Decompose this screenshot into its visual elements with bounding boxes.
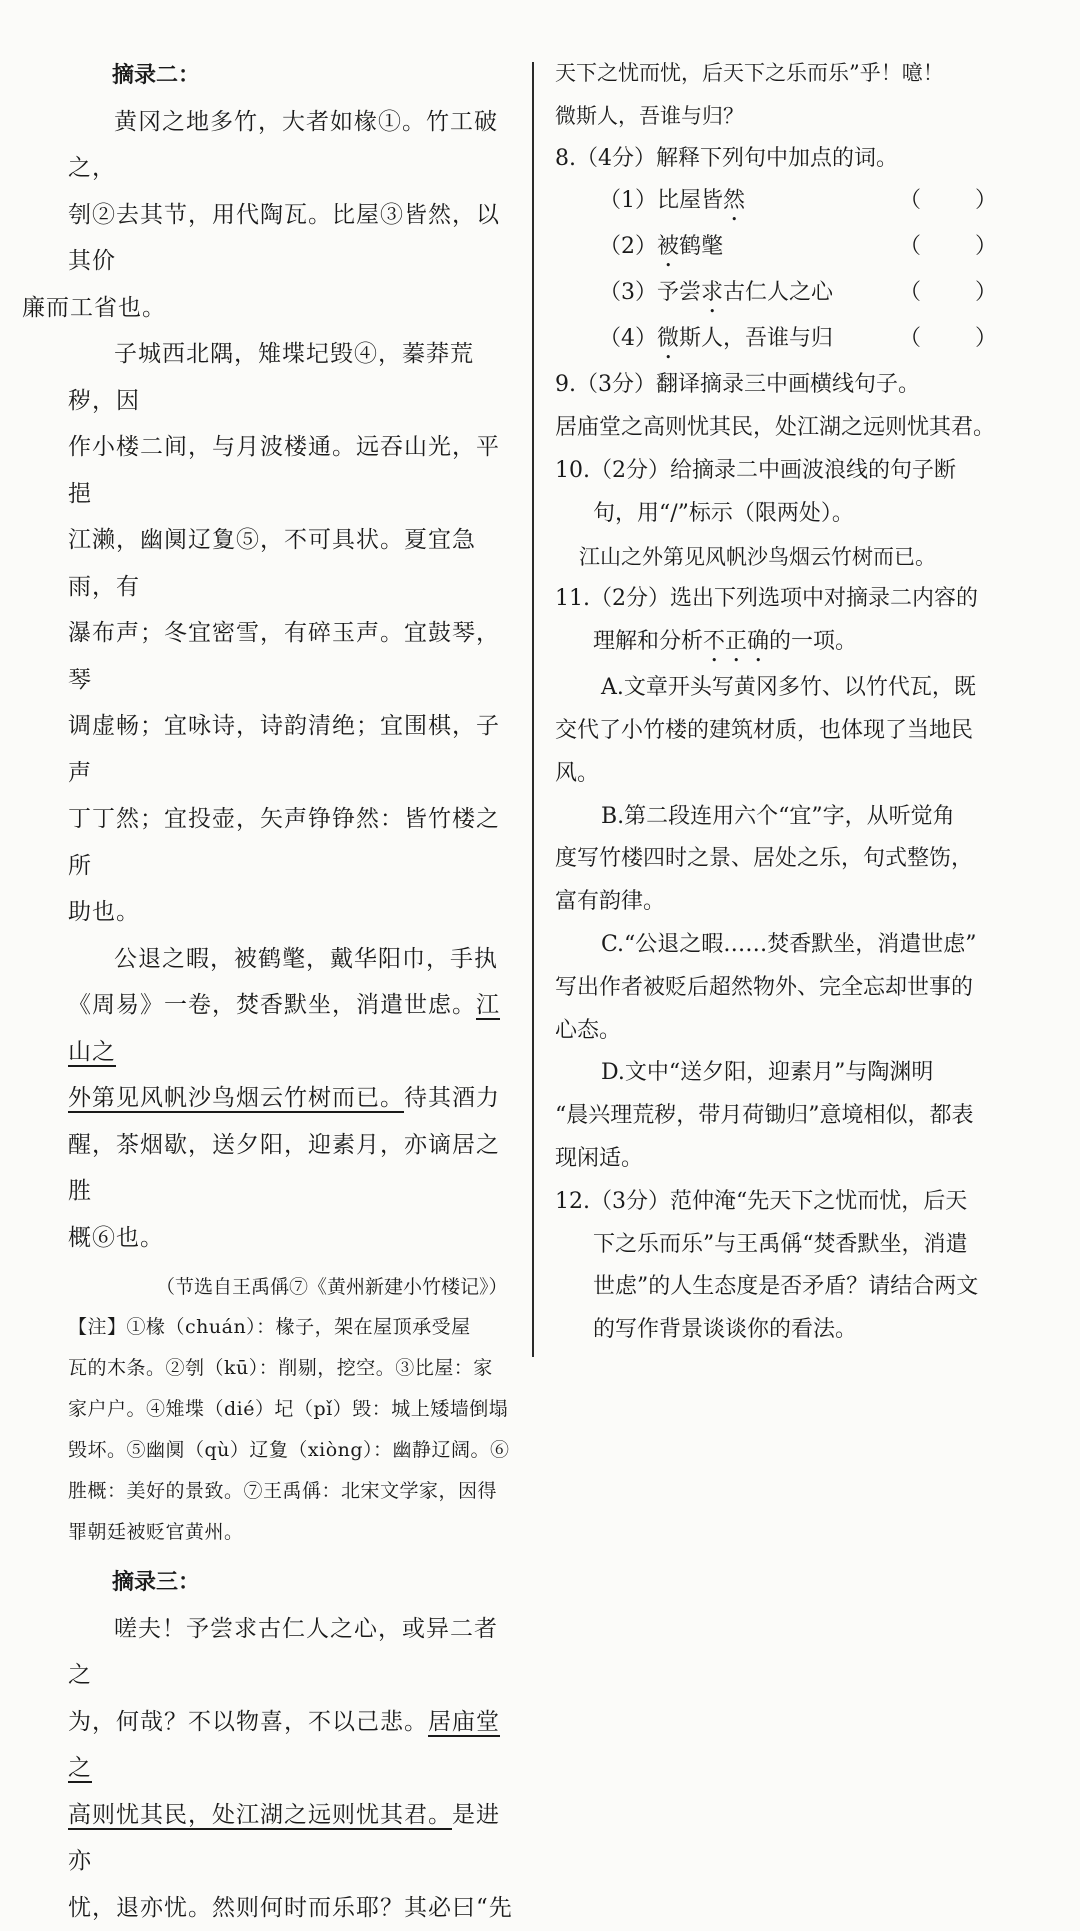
answer-blank-open[interactable]: （ — [899, 272, 917, 318]
annotations: 【注】①椽（chuán）：椽子，架在屋顶承受屋 瓦的木条。②刳（kū）：削剔，挖空。③比屋：家 家户户。④雉堞（dié）圮（pǐ）毁：城上矮墙倒塌 毁坏。⑤幽阒（qù）辽夐（xiòng）：幽静辽阔。⑥ 胜概：美好的景致。⑦王禹偁：北宋文学家，因得 罪朝廷被贬官黄州。 — [68, 1307, 516, 1553]
dotted-word: 求 — [701, 280, 723, 305]
option-b[interactable]: B.第二段连用六个“宜”字，从听觉角 度写竹楼四时之景、居处之乐，句式整饬， 富有韵律。 — [555, 796, 1035, 924]
question-11: 11.（2分）选出下列选项中对摘录二内容的 理解和分析不正确的一项。 — [555, 578, 1035, 667]
question-9: 9.（3分）翻译摘录三中画横线句子。 — [555, 364, 1035, 407]
dotted-word: 微 — [657, 326, 679, 351]
excerpt3-paragraph: 嗟夫！予尝求古仁人之心，或异二者之 为，何哉？不以物喜，不以己悲。居庙堂之 高则忧其民，处江湖之远则忧其君。是进亦 忧，退亦忧。然则何时而乐耶？其必曰“先 — [68, 1606, 516, 1931]
q8-item-2: （2）被鹤氅 （ ） — [555, 226, 1035, 272]
answer-blank-open[interactable]: （ — [899, 180, 917, 226]
source-citation: （节选自王禹偁⑦《黄州新建小竹楼记》） — [68, 1267, 516, 1307]
q8-item-1: （1）比屋皆然 （ ） — [555, 180, 1035, 226]
question-12: 12.（3分）范仲淹“先天下之忧而忧，后天 下之乐而乐”与王禹偁“焚香默坐，消遣 世虑”的人生态度是否矛盾？请结合两文 的写作背景谈谈你的看法。 — [555, 1181, 1035, 1352]
question-10: 10.（2分）给摘录二中画波浪线的句子断 句，用“/”标示（限两处）。 — [555, 450, 1035, 536]
excerpt2-paragraph-2: 子城西北隅，雉堞圮毁④，蓁莽荒秽，因 作小楼二间，与月波楼通。远吞山光，平挹 江濑，幽阒辽夐⑤，不可具状。夏宜急雨，有 瀑布声；冬宜密雪，有碎玉声。宜鼓琴，琴 调虚畅；宜咏诗，诗韵清绝；宜围棋，子声 丁丁然；宜投壶，矢声铮铮然：皆竹楼之所 助也。 — [68, 331, 516, 936]
q8-item-4: （4）微斯人，吾谁与归 （ ） — [555, 318, 1035, 364]
underlined-sentence-cont: 高则忧其民，处江湖之远则忧其君。 — [68, 1802, 452, 1828]
underlined-sentence: 居庙堂之 — [68, 1709, 500, 1782]
answer-blank-open[interactable]: （ — [899, 318, 917, 364]
excerpt3-title: 摘录三： — [68, 1559, 516, 1606]
answer-blank-open[interactable]: （ — [899, 226, 917, 272]
option-d[interactable]: D.文中“送夕阳，迎素月”与陶渊明 “晨兴理荒秽，带月荷锄归”意境相似，都表 现闲适。 — [555, 1052, 1035, 1180]
column-divider — [532, 62, 534, 1357]
question-9-sentence: 居庙堂之高则忧其民，处江湖之远则忧其君。 — [555, 407, 1035, 450]
question-8: 8.（4分）解释下列句中加点的词。 — [555, 138, 1035, 181]
excerpt2-paragraph-1: 黄冈之地多竹，大者如椽①。竹工破之， 刳②去其节，用代陶瓦。比屋③皆然，以其价 廉而工省也。 — [68, 99, 516, 332]
question-10-sentence: 江山之外第见风帆沙鸟烟云竹树而已。 — [555, 536, 1035, 579]
dotted-word: 然 — [723, 188, 745, 213]
option-c[interactable]: C.“公退之暇……焚香默坐，消遣世虑” 写出作者被贬后超然物外、完全忘却世事的 心态。 — [555, 924, 1035, 1052]
wavy-underlined-sentence: 江山之 — [68, 992, 500, 1065]
dotted-word: 不正确 — [703, 629, 769, 654]
excerpt2-title: 摘录二： — [68, 52, 516, 99]
wavy-underlined-sentence-cont: 外第见风帆沙鸟烟云竹树而已。 — [68, 1085, 404, 1111]
option-a[interactable]: A.文章开头写黄冈多竹、以竹代瓦，既 交代了小竹楼的建筑材质，也体现了当地民 风。 — [555, 667, 1035, 795]
left-column — [68, 52, 516, 1931]
dotted-word: 被 — [657, 234, 679, 259]
q8-item-3: （3）予尝求古仁人之心 （ ） — [555, 272, 1035, 318]
right-column — [555, 52, 1035, 1352]
question-8-items — [555, 180, 1035, 364]
excerpt2-paragraph-3: 公退之暇，被鹤氅，戴华阳巾，手执 《周易》一卷，焚香默坐，消遣世虑。江山之 外第见风帆沙鸟烟云竹树而已。待其酒力 醒，茶烟歇，送夕阳，迎素月，亦谪居之胜 概⑥也。 — [68, 936, 516, 1262]
excerpt3-continuation: 天下之忧而忧，后天下之乐而乐”乎！噫！ 微斯人，吾谁与归？ — [555, 52, 1035, 138]
